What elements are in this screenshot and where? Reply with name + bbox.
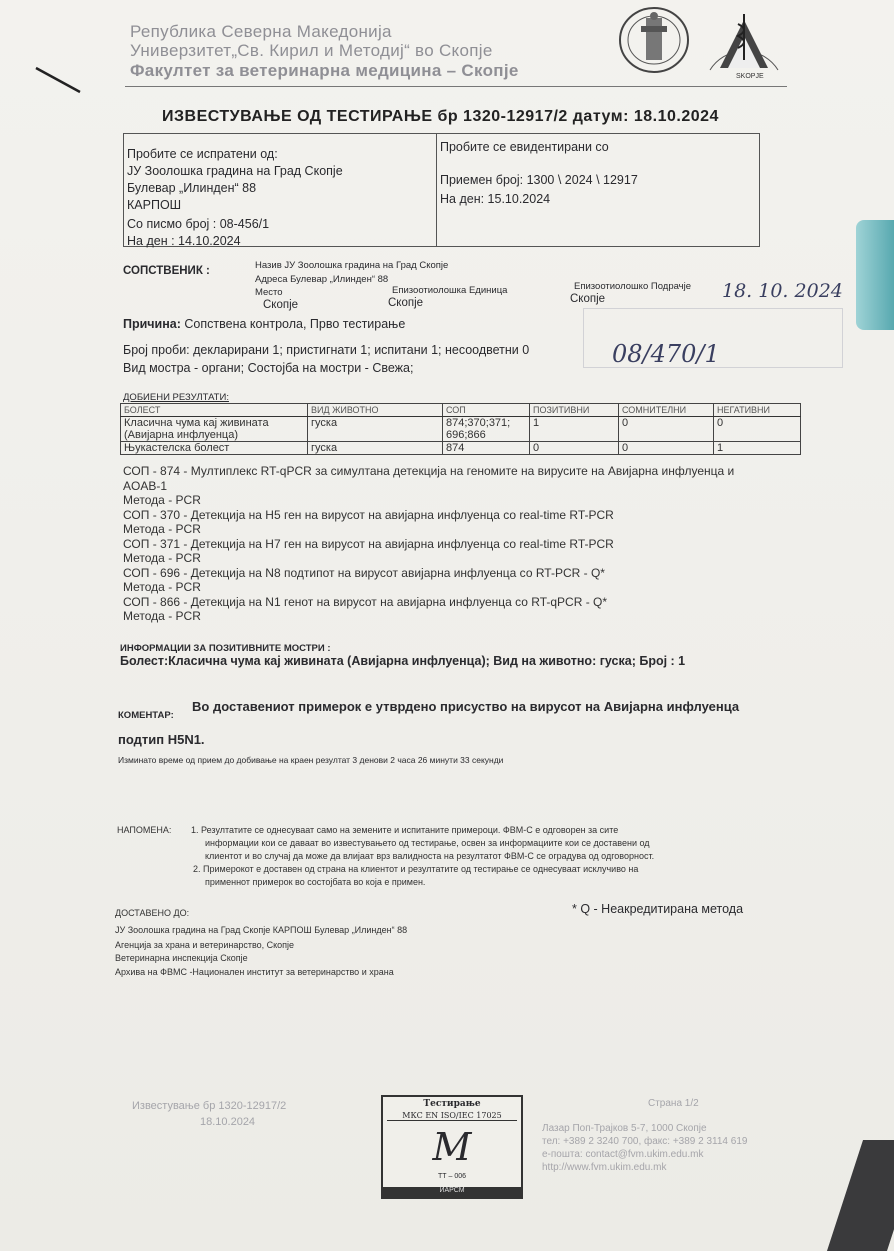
footer-report-number: Известување бр 1320-12917/2 xyxy=(132,1100,287,1112)
cell-negative: 0 xyxy=(714,417,801,442)
elapsed-time: Изминато време од прием до добивање на краен резултат 3 денови 2 часа 26 минути 33 секунди xyxy=(118,755,504,765)
stamp-standard: МКС EN ISO/IEC 17025 xyxy=(387,1111,517,1121)
report-title: ИЗВЕСТУВАЊЕ ОД ТЕСТИРАЊЕ бр 1320-12917/2 датум: 18.10.2024 xyxy=(162,108,719,125)
note-1-line-2: информации кои се даваат во известувањето од тестирање, освен за информациите кои се доставени од xyxy=(205,838,650,848)
owner-place: Скопје xyxy=(263,299,299,311)
col-header-negative: НЕГАТИВНИ xyxy=(714,404,801,417)
methods-list xyxy=(123,464,734,624)
reason-value: Сопствена контрола, Прво тестирање xyxy=(184,317,406,331)
registered-date: На ден: 15.10.2024 xyxy=(440,192,551,206)
table-row xyxy=(121,417,801,442)
note-2-line-2: применнот примерок во состојбата во која е примен. xyxy=(205,877,426,887)
method-line: СОП - 370 - Детекција на H5 ген на вирусот на авијарна инфлуенца со real-time RT-PCR xyxy=(123,507,614,522)
background-object xyxy=(827,1140,894,1251)
delivered-line-4: Архива на ФВМС -Национален институт за ветеринарство и храна xyxy=(115,967,394,977)
method-line: Метода - PCR xyxy=(123,493,201,507)
method-line: Метода - PCR xyxy=(123,522,201,536)
cell-animal: гуска xyxy=(308,417,443,442)
accreditation-stamp xyxy=(381,1095,523,1199)
sender-municipality: КАРПОШ xyxy=(127,198,182,212)
footer-email: e-пошта: contact@fvm.ukim.edu.mk xyxy=(542,1149,704,1160)
faint-registration-stamp xyxy=(583,308,843,368)
results-table xyxy=(120,403,801,455)
note-1-line-1: 1. Резултатите се однесуваат само на земените и испитаните примероци. ФВМ-С е одговорен за сите xyxy=(191,825,619,835)
method-line: Метода - PCR xyxy=(123,551,201,565)
stamp-body: ИАРСМ xyxy=(383,1187,521,1197)
registered-label: Пробите се евидентирани со xyxy=(440,140,609,154)
sender-address: Булевар „Илинден“ 88 xyxy=(127,181,257,195)
cell-animal: гуска xyxy=(308,442,443,455)
sender-date: На ден : 14.10.2024 xyxy=(127,234,241,248)
footer-report-date: 18.10.2024 xyxy=(200,1116,256,1128)
reason-row xyxy=(123,317,405,331)
epi-unit-label: Епизоотиолошка Единица xyxy=(392,285,508,296)
footer-website: http://www.fvm.ukim.edu.mk xyxy=(542,1162,667,1173)
method-line: СОП - 696 - Детекција на N8 подтипот на вирусот авијарна инфлуенца со RT-PCR - Q* xyxy=(123,565,605,580)
delivered-line-2: Агенција за храна и ветеринарство, Скопје xyxy=(115,940,295,950)
stamp-title: Тестирање xyxy=(423,1099,481,1109)
sender-letter-number: Со писмо број : 08-456/1 xyxy=(127,217,270,231)
comment-line-1: Во доставениот примерок е утврдено присуство на вирусот на Авијарна инфлуенца xyxy=(192,699,740,714)
method-line: Метода - PCR xyxy=(123,580,201,594)
delivered-line-3: Ветеринарна инспекција Скопје xyxy=(115,953,248,963)
registered-receipt-number: Приемен број: 1300 \ 2024 \ 12917 xyxy=(440,173,638,187)
background-object xyxy=(856,220,894,330)
cell-sop: 874 xyxy=(443,442,530,455)
samples-condition: Вид мостра - органи; Состојба на мостри - Свежа; xyxy=(123,361,414,375)
cell-negative: 1 xyxy=(714,442,801,455)
method-line: СОП - 866 - Детекција на N1 генот на вирусот на авијарна инфлуенца со RT-qPCR - Q* xyxy=(123,594,608,609)
comment-line-2: подтип H5N1. xyxy=(118,732,205,747)
positive-info-label: ИНФОРМАЦИИ ЗА ПОЗИТИВНИТЕ МОСТРИ : xyxy=(120,643,331,654)
cell-sop: 874;370;371; 696;866 xyxy=(443,417,530,442)
method-line: СОП - 371 - Детекција на H7 ген на вирусот на авијарна инфлуенца со real-time RT-PCR xyxy=(123,536,614,551)
handwritten-date: 18. 10. 2024 xyxy=(722,280,843,302)
cell-positive: 1 xyxy=(530,417,619,442)
epi-area: Скопје xyxy=(570,293,606,305)
delivered-label: ДОСТАВЕНО ДО: xyxy=(115,908,190,918)
col-header-disease: БОЛЕСТ xyxy=(121,404,308,417)
positive-info-value: Болест:Класична чума кај живината (Авијарна инфлуенца); Вид на животно: гуска; Број : 1 xyxy=(120,654,686,668)
notes-label: НАПОМЕНА: xyxy=(117,825,172,835)
comment-label: КОМЕНТАР: xyxy=(118,710,174,721)
results-caption: ДОБИЕНИ РЕЗУЛТАТИ: xyxy=(123,392,229,403)
cell-disease: Класична чума кај живината (Авијарна инфлуенца) xyxy=(121,417,308,442)
reason-label: Причина: xyxy=(123,317,181,331)
table-row xyxy=(121,442,801,455)
owner-place-label: Место xyxy=(255,287,283,298)
sender-label: Пробите се испратени од: xyxy=(127,147,278,161)
note-2-line-1: 2. Примерокот е доставен од страна на клиентот и резултатите од тестирање се однесуваат исклучиво на xyxy=(193,864,639,874)
handwritten-number: 08/470/1 xyxy=(612,340,720,368)
footer-phone: тел: +389 2 3240 700, факс: +389 2 3114 619 xyxy=(542,1136,748,1147)
delivered-line-1: ЈУ Зоолошка градина на Град Скопје КАРПОШ Булевар „Илинден“ 88 xyxy=(115,925,408,935)
cell-disease: Њукастелска болест xyxy=(121,442,308,455)
results-header-row xyxy=(121,404,801,417)
owner-address: Адреса Булевар „Илинден“ 88 xyxy=(255,274,389,285)
pen-mark xyxy=(34,64,84,96)
header-university: Универзитет„Св. Кирил и Методиј“ во Скопје xyxy=(130,41,493,60)
cell-suspect: 0 xyxy=(619,417,714,442)
note-1-line-3: клиентот и во случај да може да влијаат врз валидноста на резултатот ФВМ-С се оградува од одговорност. xyxy=(205,851,655,861)
university-seal-icon xyxy=(616,4,692,76)
footer-address-block xyxy=(542,1122,747,1174)
method-line: Метода - PCR xyxy=(123,609,201,623)
cell-positive: 0 xyxy=(530,442,619,455)
col-header-positive: ПОЗИТИВНИ xyxy=(530,404,619,417)
header-rule xyxy=(125,86,787,87)
header-republic: Република Северна Македонија xyxy=(130,22,392,41)
epi-area-label: Епизоотиолошко Подрачје xyxy=(574,281,692,292)
col-header-animal: ВИД ЖИВОТНО xyxy=(308,404,443,417)
owner-name: Назив ЈУ Зоолошка градина на Град Скопје xyxy=(255,260,449,271)
stamp-monogram-icon: M xyxy=(432,1125,472,1169)
header-faculty: Факултет за ветеринарна медицина – Скопје xyxy=(130,61,519,80)
sender-name: ЈУ Зоолошка градина на Град Скопје xyxy=(127,164,343,178)
owner-label: СОПСТВЕНИК : xyxy=(123,265,210,277)
col-header-sop: СОП xyxy=(443,404,530,417)
method-line: СОП - 874 - Мултиплекс RT-qPCR за симултана детекција на геномите на вирусите на Авијарна инфлуенца и xyxy=(123,464,735,478)
footer-page-number: Страна 1/2 xyxy=(648,1098,699,1109)
svg-text:SKOPJE: SKOPJE xyxy=(736,73,764,80)
accreditation-note: * Q - Неакредитирана метода xyxy=(572,902,744,916)
col-header-suspect: СОМНИТЕЛНИ xyxy=(619,404,714,417)
epi-unit: Скопје xyxy=(388,297,424,309)
faculty-logo-icon xyxy=(696,0,792,80)
footer-address: Лазар Поп-Трајков 5-7, 1000 Скопје xyxy=(542,1123,707,1134)
stamp-code: ТТ – 006 xyxy=(437,1173,466,1180)
samples-count: Број проби: декларирани 1; пристигнати 1; испитани 1; несоодветни 0 xyxy=(123,343,530,357)
method-line: AOAB-1 xyxy=(123,478,168,493)
cell-suspect: 0 xyxy=(619,442,714,455)
